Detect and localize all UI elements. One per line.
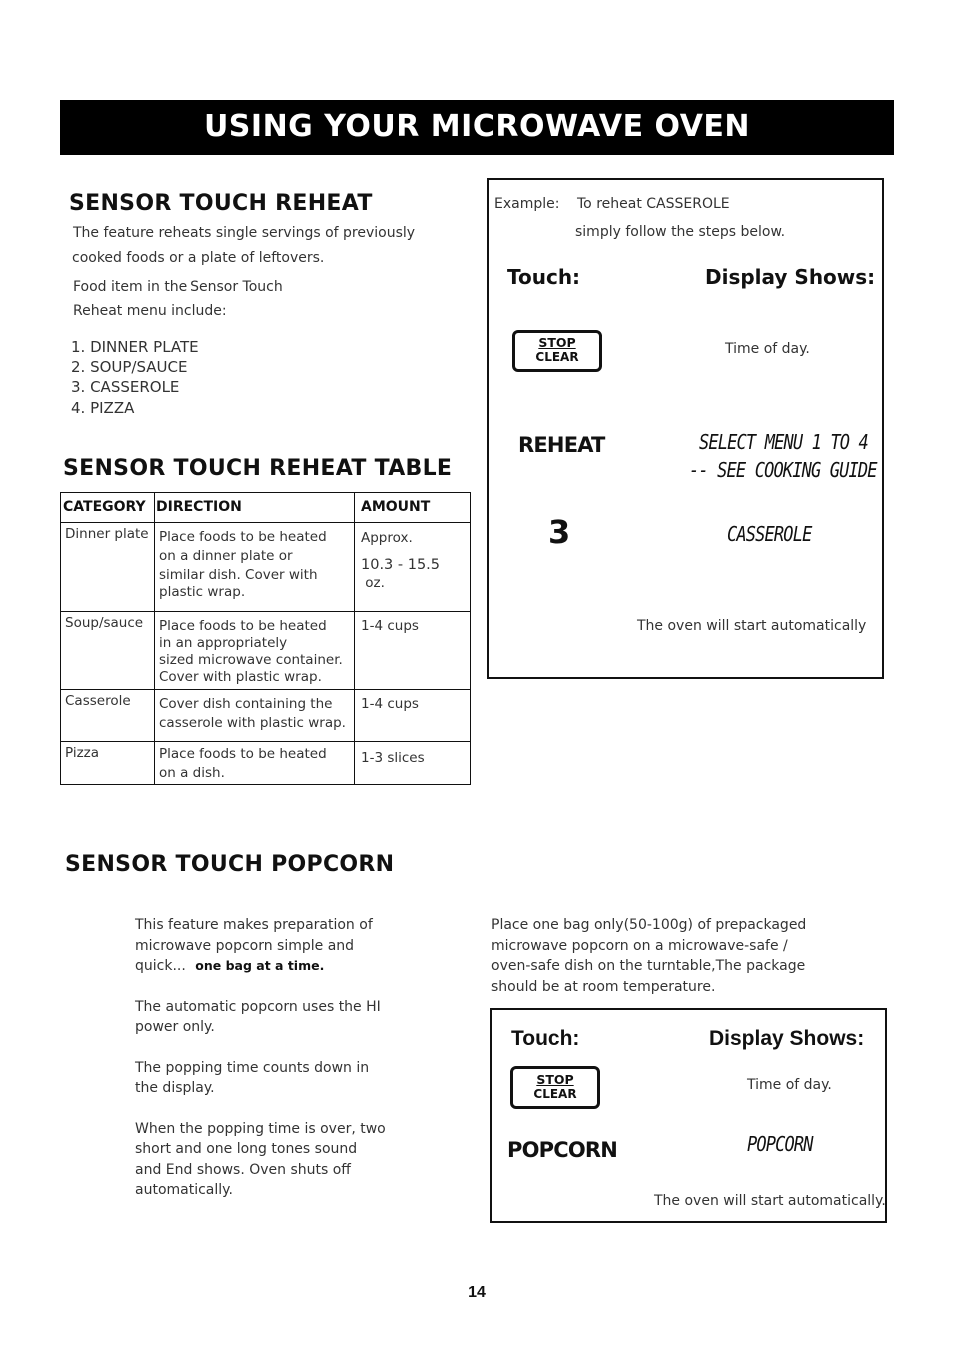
menu-item: 3. CASSEROLE: [71, 378, 180, 396]
category-cell: Soup/sauce: [65, 615, 144, 631]
table-header-row: [61, 493, 471, 523]
time-of-day-display: Time of day.: [725, 341, 810, 357]
popcorn-instruction-line: Place one bag only(50-100g) of prepackaged: [491, 917, 807, 933]
popcorn-instructions: [491, 915, 806, 997]
lcd-select-menu: SELECT MENU 1 TO 4: [699, 430, 868, 454]
reheat-heading: SENSOR TOUCH REHEAT: [69, 191, 373, 216]
direction-line: Place foods to be heated: [159, 746, 327, 762]
popcorn-touch-heading: Touch:: [511, 1027, 580, 1050]
menu-item: 2. SOUP/SAUCE: [71, 358, 188, 376]
popcorn-text-line: The automatic popcorn uses the HI: [135, 998, 381, 1015]
stop-clear-button[interactable]: [512, 330, 602, 372]
example-line2: simply follow the steps below.: [575, 224, 786, 240]
reheat-table-heading: SENSOR TOUCH REHEAT TABLE: [63, 456, 453, 481]
direction-line: Place foods to be heated: [159, 529, 327, 545]
popcorn-text-line: This feature makes preparation of: [135, 917, 373, 933]
reheat-menu-intro-line2: Reheat menu include:: [73, 303, 227, 319]
popcorn-key[interactable]: POPCORN: [507, 1138, 618, 1162]
direction-line: on a dish.: [159, 765, 225, 781]
popcorn-text-line: The popping time counts down in: [135, 1059, 370, 1076]
popcorn-display-shows-heading: Display Shows:: [709, 1027, 865, 1050]
direction-line: on a dinner plate or: [159, 548, 293, 564]
amount-cell: 1-4 cups: [361, 618, 419, 634]
clear-label: CLEAR: [535, 350, 579, 364]
popcorn-text-line: power only.: [135, 1019, 215, 1035]
popcorn-text-line: and End shows. Oven shuts off: [135, 1161, 351, 1178]
page-banner: [60, 100, 894, 155]
example-label: Example:: [494, 196, 560, 212]
popcorn-text-line: automatically.: [135, 1182, 233, 1198]
popcorn-instruction-line: microwave popcorn on a microwave-safe /: [491, 937, 788, 954]
stop-label: STOP: [538, 335, 576, 350]
direction-line: Place foods to be heated: [159, 618, 327, 634]
category-cell: Dinner plate: [65, 526, 149, 542]
reheat-key[interactable]: REHEAT: [518, 433, 605, 457]
auto-start-note: The oven will start automatically: [637, 618, 867, 634]
stop-label: STOP: [536, 1072, 574, 1087]
popcorn-bold-note: one bag at a time.: [195, 958, 325, 973]
column-header-amount: AMOUNT: [355, 493, 471, 523]
popcorn-stop-clear-button[interactable]: [510, 1066, 600, 1109]
direction-line: sized microwave container.: [159, 652, 343, 668]
direction-line: Cover dish containing the: [159, 696, 333, 712]
direction-line: in an appropriately: [159, 635, 288, 651]
popcorn-description: [135, 915, 386, 1201]
reheat-intro-line1: The feature reheats single servings of previously: [73, 225, 416, 241]
popcorn-time-of-day-display: Time of day.: [747, 1077, 832, 1093]
popcorn-text-line: short and one long tones sound: [135, 1141, 358, 1157]
popcorn-heading: SENSOR TOUCH POPCORN: [65, 852, 395, 877]
direction-line: plastic wrap.: [159, 584, 246, 600]
reheat-table: [60, 492, 471, 785]
popcorn-auto-start-note: The oven will start automatically.: [654, 1193, 886, 1209]
lcd-popcorn: POPCORN: [747, 1132, 813, 1156]
column-header-direction: DIRECTION: [155, 493, 355, 523]
example-line1: To reheat CASSEROLE: [577, 196, 730, 212]
page-title: USING YOUR MICROWAVE OVEN: [203, 109, 751, 144]
reheat-example-box: [487, 178, 884, 679]
amount-cell: 1-4 cups: [361, 696, 419, 712]
clear-label: CLEAR: [533, 1087, 577, 1101]
popcorn-instruction-line: oven-safe dish on the turntable,The package: [491, 958, 806, 974]
amount-cell: 1-3 slices: [361, 750, 425, 766]
display-shows-heading: Display Shows:: [705, 265, 876, 289]
menu-item: 4. PIZZA: [71, 399, 135, 417]
lcd-casserole: CASSEROLE: [727, 522, 812, 546]
category-cell: Pizza: [65, 745, 100, 761]
direction-line: casserole with plastic wrap.: [159, 715, 346, 731]
category-cell: Casserole: [65, 693, 131, 709]
page-number: 14: [468, 1284, 486, 1301]
table-row: [61, 742, 471, 785]
menu-item: 1. DINNER PLATE: [71, 338, 199, 356]
table-row: [61, 690, 471, 742]
number-3-key[interactable]: 3: [548, 513, 571, 551]
amount-line: 10.3 - 15.5: [361, 557, 441, 573]
popcorn-text-line: When the popping time is over, two: [135, 1120, 386, 1137]
table-row: [61, 612, 471, 690]
popcorn-text-line: microwave popcorn simple and: [135, 937, 355, 954]
amount-line: Approx.: [361, 530, 413, 546]
direction-line: Cover with plastic wrap.: [159, 669, 322, 685]
column-header-category: CATEGORY: [61, 493, 155, 523]
touch-heading: Touch:: [507, 265, 581, 289]
popcorn-text-line: the display.: [135, 1080, 215, 1096]
table-row: [61, 523, 471, 612]
popcorn-text-line: quick...: [135, 958, 186, 974]
direction-line: similar dish. Cover with: [159, 567, 318, 583]
lcd-see-cooking-guide: -- SEE COOKING GUIDE: [689, 458, 877, 482]
reheat-menu-intro-line1: Food item in the Sensor Touch: [73, 279, 283, 295]
reheat-intro-line2: cooked foods or a plate of leftovers.: [72, 250, 325, 266]
popcorn-instruction-line: should be at room temperature.: [491, 978, 716, 995]
amount-line: oz.: [361, 575, 385, 591]
